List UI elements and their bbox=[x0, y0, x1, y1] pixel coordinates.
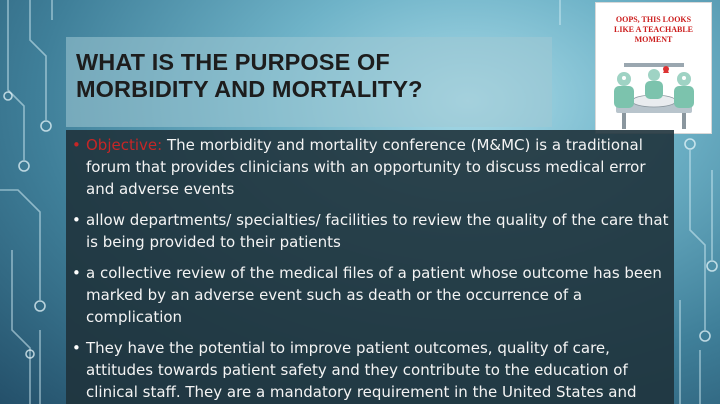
bullet-text bbox=[86, 134, 670, 200]
cartoon-caption bbox=[596, 15, 711, 45]
bullet-marker: • bbox=[72, 339, 81, 357]
bullet-text: allow departments/ specialties/ facilities to review the quality of the care that is being provided to their patients bbox=[86, 211, 669, 251]
bullet-marker: • bbox=[72, 211, 81, 229]
caption-line-1: OOPS, THIS LOOKS bbox=[615, 15, 692, 24]
content-panel bbox=[66, 130, 674, 404]
title-line-1: WHAT IS THE PURPOSE OF bbox=[76, 49, 390, 75]
objective-text: The morbidity and mortality conference (M&MC) is a traditional forum that provides clinicians with an opportunity to discuss medical error and adverse events bbox=[86, 136, 646, 198]
bullet-potential bbox=[66, 337, 674, 403]
cartoon-image bbox=[595, 2, 712, 134]
surgeons-cartoon-icon bbox=[602, 55, 706, 131]
objective-label: Objective: bbox=[86, 136, 163, 154]
bullet-list bbox=[66, 134, 674, 404]
bullet-marker: • bbox=[72, 264, 81, 282]
caption-line-3: MOMENT bbox=[634, 35, 673, 44]
bullet-collective-review bbox=[66, 262, 674, 328]
bullet-objective bbox=[66, 134, 674, 200]
caption-line-2: LIKE A TEACHABLE bbox=[614, 25, 693, 34]
bullet-text: a collective review of the medical files of a patient whose outcome has been marked by an adverse event such as death or the occurrence of a complication bbox=[86, 264, 662, 326]
slide-title bbox=[66, 37, 552, 127]
bullet-text: They have the potential to improve patient outcomes, quality of care, attitudes towards patient safety and they contribute to the education of clinical staff. They are a mandatory requirement in the United States and bbox=[86, 339, 637, 401]
bullet-marker: • bbox=[72, 136, 81, 154]
bullet-review-quality bbox=[66, 209, 674, 253]
title-line-2: MORBIDITY AND MORTALITY? bbox=[76, 76, 423, 102]
